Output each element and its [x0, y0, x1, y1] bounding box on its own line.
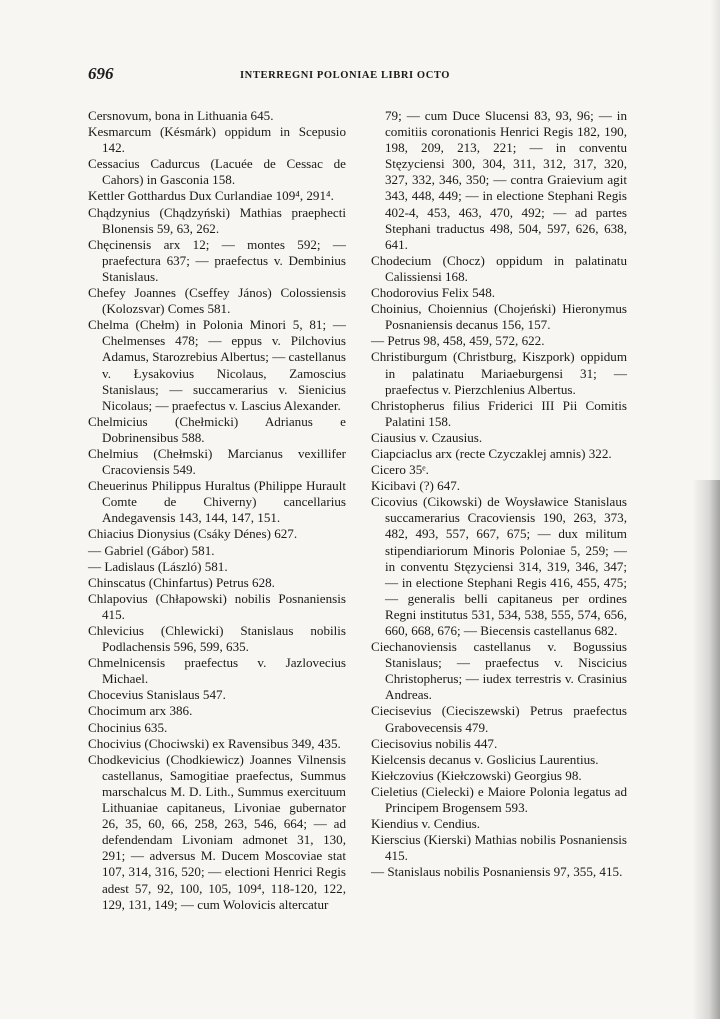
page-edge-shadow: [692, 480, 720, 1019]
index-entry: Chlapovius (Chłapowski) nobilis Posnaniensis 415.: [88, 590, 346, 622]
running-head: INTERREGNI POLONIAE LIBRI OCTO: [240, 70, 451, 81]
index-entry: Chodecium (Chocz) oppidum in palatinatu Calissiensi 168.: [371, 252, 627, 284]
index-entry: Chęcinensis arx 12; — montes 592; — praefectura 637; — praefectus v. Dembinius Stanislaus.: [88, 236, 346, 284]
index-entry: Chądzynius (Chądzyński) Mathias praephecti Blonensis 59, 63, 262.: [88, 204, 346, 236]
index-entry: Chelmius (Chełmski) Marcianus vexillifer Cracoviensis 549.: [88, 445, 346, 478]
index-entry: Chefey Joannes (Cseffey János) Colossiensis (Kolozsvar) Comes 581.: [88, 285, 346, 317]
index-entry: Chodorovius Felix 548.: [371, 285, 496, 301]
index-entry: Kielcensis decanus v. Goslicius Laurentius.: [371, 751, 599, 767]
index-entry: Chelma (Chełm) in Polonia Minori 5, 81; — Chelmenses 478; — eppus v. Pilchovius Adamus, Starozrebius Albertus; — castellanus v. Łysakovius Nicolaus, Zamoscius Stanislaus; — succamerarius v. Sienicius Nicolaus; — praefectus v. Lascius Alexander.: [88, 317, 347, 413]
left-column: [88, 108, 346, 913]
index-entry: Cicovius (Cikowski) de Woysławice Stanislaus succamerarius Cracoviensis 190, 263, 373, 482, 493, 557, 667, 675; — dux militum stipendiariorum Minoris Poloniae 5, 259; — in conventu Stęzyciensi 314, 319, 346, 347; — in electione Stephani Regis 416, 455, 475; — generalis belli capitaneus per ordines Regni institutus 531, 534, 538, 555, 574, 656, 660, 668, 676; — Biecensis castellanus 682.: [371, 494, 627, 638]
index-entry: Ciecisovius nobilis 447.: [371, 735, 498, 751]
index-entry: Chlevicius (Chlewicki) Stanislaus nobilis Podlachensis 596, 599, 635.: [88, 623, 346, 655]
index-entry: Choinius, Choiennius (Chojeński) Hieronymus Posnaniensis decanus 156, 157.: [371, 301, 627, 333]
index-entry: Cersnovum, bona in Lithuania 645.: [88, 108, 274, 123]
right-column: [371, 108, 627, 881]
index-entry: Kierscius (Kierski) Mathias nobilis Posnaniensis 415.: [371, 832, 627, 864]
index-entry: Kiełczovius (Kiełczowski) Georgius 98.: [371, 767, 582, 783]
page-number: 696: [88, 64, 114, 83]
index-entry: Ciausius v. Czausius.: [371, 429, 483, 445]
index-entry: Cicero 35ᵉ.: [371, 462, 429, 478]
index-entry: Cheuerinus Philippus Huraltus (Philippe Hurault Comte de Chiverny) cancellarius Andegavensis 143, 144, 147, 151.: [88, 478, 346, 526]
index-entry: Chocimum arx 386.: [88, 703, 193, 719]
index-entry: Cieletius (Cielecki) e Maiore Polonia legatus ad Principem Brogensem 593.: [371, 783, 627, 816]
index-entry: Kiendius v. Cendius.: [371, 816, 480, 832]
index-entry: — Petrus 98, 458, 459, 572, 622.: [371, 333, 545, 349]
index-entry: Christiburgum (Christburg, Kiszpork) oppidum in palatinatu Mariaeburgensi 31; — praefectus v. Pierzchlenius Albertus.: [371, 349, 627, 397]
index-entry: — Stanislaus nobilis Posnaniensis 97, 355, 415.: [371, 864, 623, 880]
index-entry: Chelmicius (Chełmicki) Adrianus e Dobrinensibus 588.: [88, 413, 346, 445]
index-entry: Kicibavi (?) 647.: [371, 478, 461, 494]
page-edge-shadow-top: [710, 0, 720, 480]
index-entry: — Gabriel (Gábor) 581.: [88, 542, 215, 558]
index-entry: Chiacius Dionysius (Csáky Dénes) 627.: [88, 526, 298, 542]
index-entry: Chinscatus (Chinfartus) Petrus 628.: [88, 574, 275, 590]
index-entry: Kesmarcum (Késmárk) oppidum in Scepusio 142.: [88, 124, 346, 156]
index-entry: Chocevius Stanislaus 547.: [88, 687, 226, 703]
index-entry: Chocinius 635.: [88, 719, 168, 735]
index-entry: Ciapciaclus arx (recte Czyczaklej amnis) 322.: [371, 445, 612, 461]
index-entry: Christopherus filius Friderici III Pii Comitis Palatini 158.: [371, 397, 627, 429]
index-entry: Ciechanoviensis castellanus v. Bogussius Stanislaus; — praefectus v. Niscicius Christopherus; — iudex terrestris v. Crasinius Andreas.: [371, 639, 627, 703]
index-entry: Chocivius (Chociwski) ex Ravensibus 349, 435.: [88, 735, 341, 751]
index-entry: Cessacius Cadurcus (Lacuée de Cessac de Cahors) in Gasconia 158.: [88, 156, 346, 188]
index-entry: — Ladislaus (László) 581.: [88, 558, 228, 574]
index-entry: Chmelnicensis praefectus v. Jazlovecius Michael.: [88, 655, 346, 687]
index-entry: Chodkevicius (Chodkiewicz) Joannes Vilnensis castellanus, Samogitiae praefectus, Summus marschalcus M. D. Lith., Summus exercituum Lithuaniae capitaneus, Livoniae gubernator 26, 35, 60, 66, 258, 263, 546, 664; — ad defendendam Livoniam admonet 31, 130, 291; — adversus M. Ducem Moscoviae stat 107, 314, 316, 520; — electioni Henrici Regis adest 57, 92, 100, 105, 109⁴, 118-120, 122, 129, 131, 149; — cum Wolovicis altercatur: [88, 751, 346, 912]
index-entry: Ciecisevius (Cieciszewski) Petrus praefectus Grabovecensis 479.: [371, 703, 627, 735]
index-entry: 79; — cum Duce Slucensi 83, 93, 96; — in comitiis coronationis Henrici Regis 182, 190, 198, 209, 213, 221; — in conventu Stęzyciensi 300, 304, 311, 312, 317, 320, 327, 332, 346, 350; — contra Graievium agit 343, 448, 449; — in electione Stephani Regis 402-4, 453, 463, 470, 492; — ad partes Stephani traductus 498, 504, 597, 626, 638, 641.: [385, 108, 627, 252]
index-entry: Kettler Gotthardus Dux Curlandiae 109⁴, 291⁴.: [88, 188, 334, 204]
